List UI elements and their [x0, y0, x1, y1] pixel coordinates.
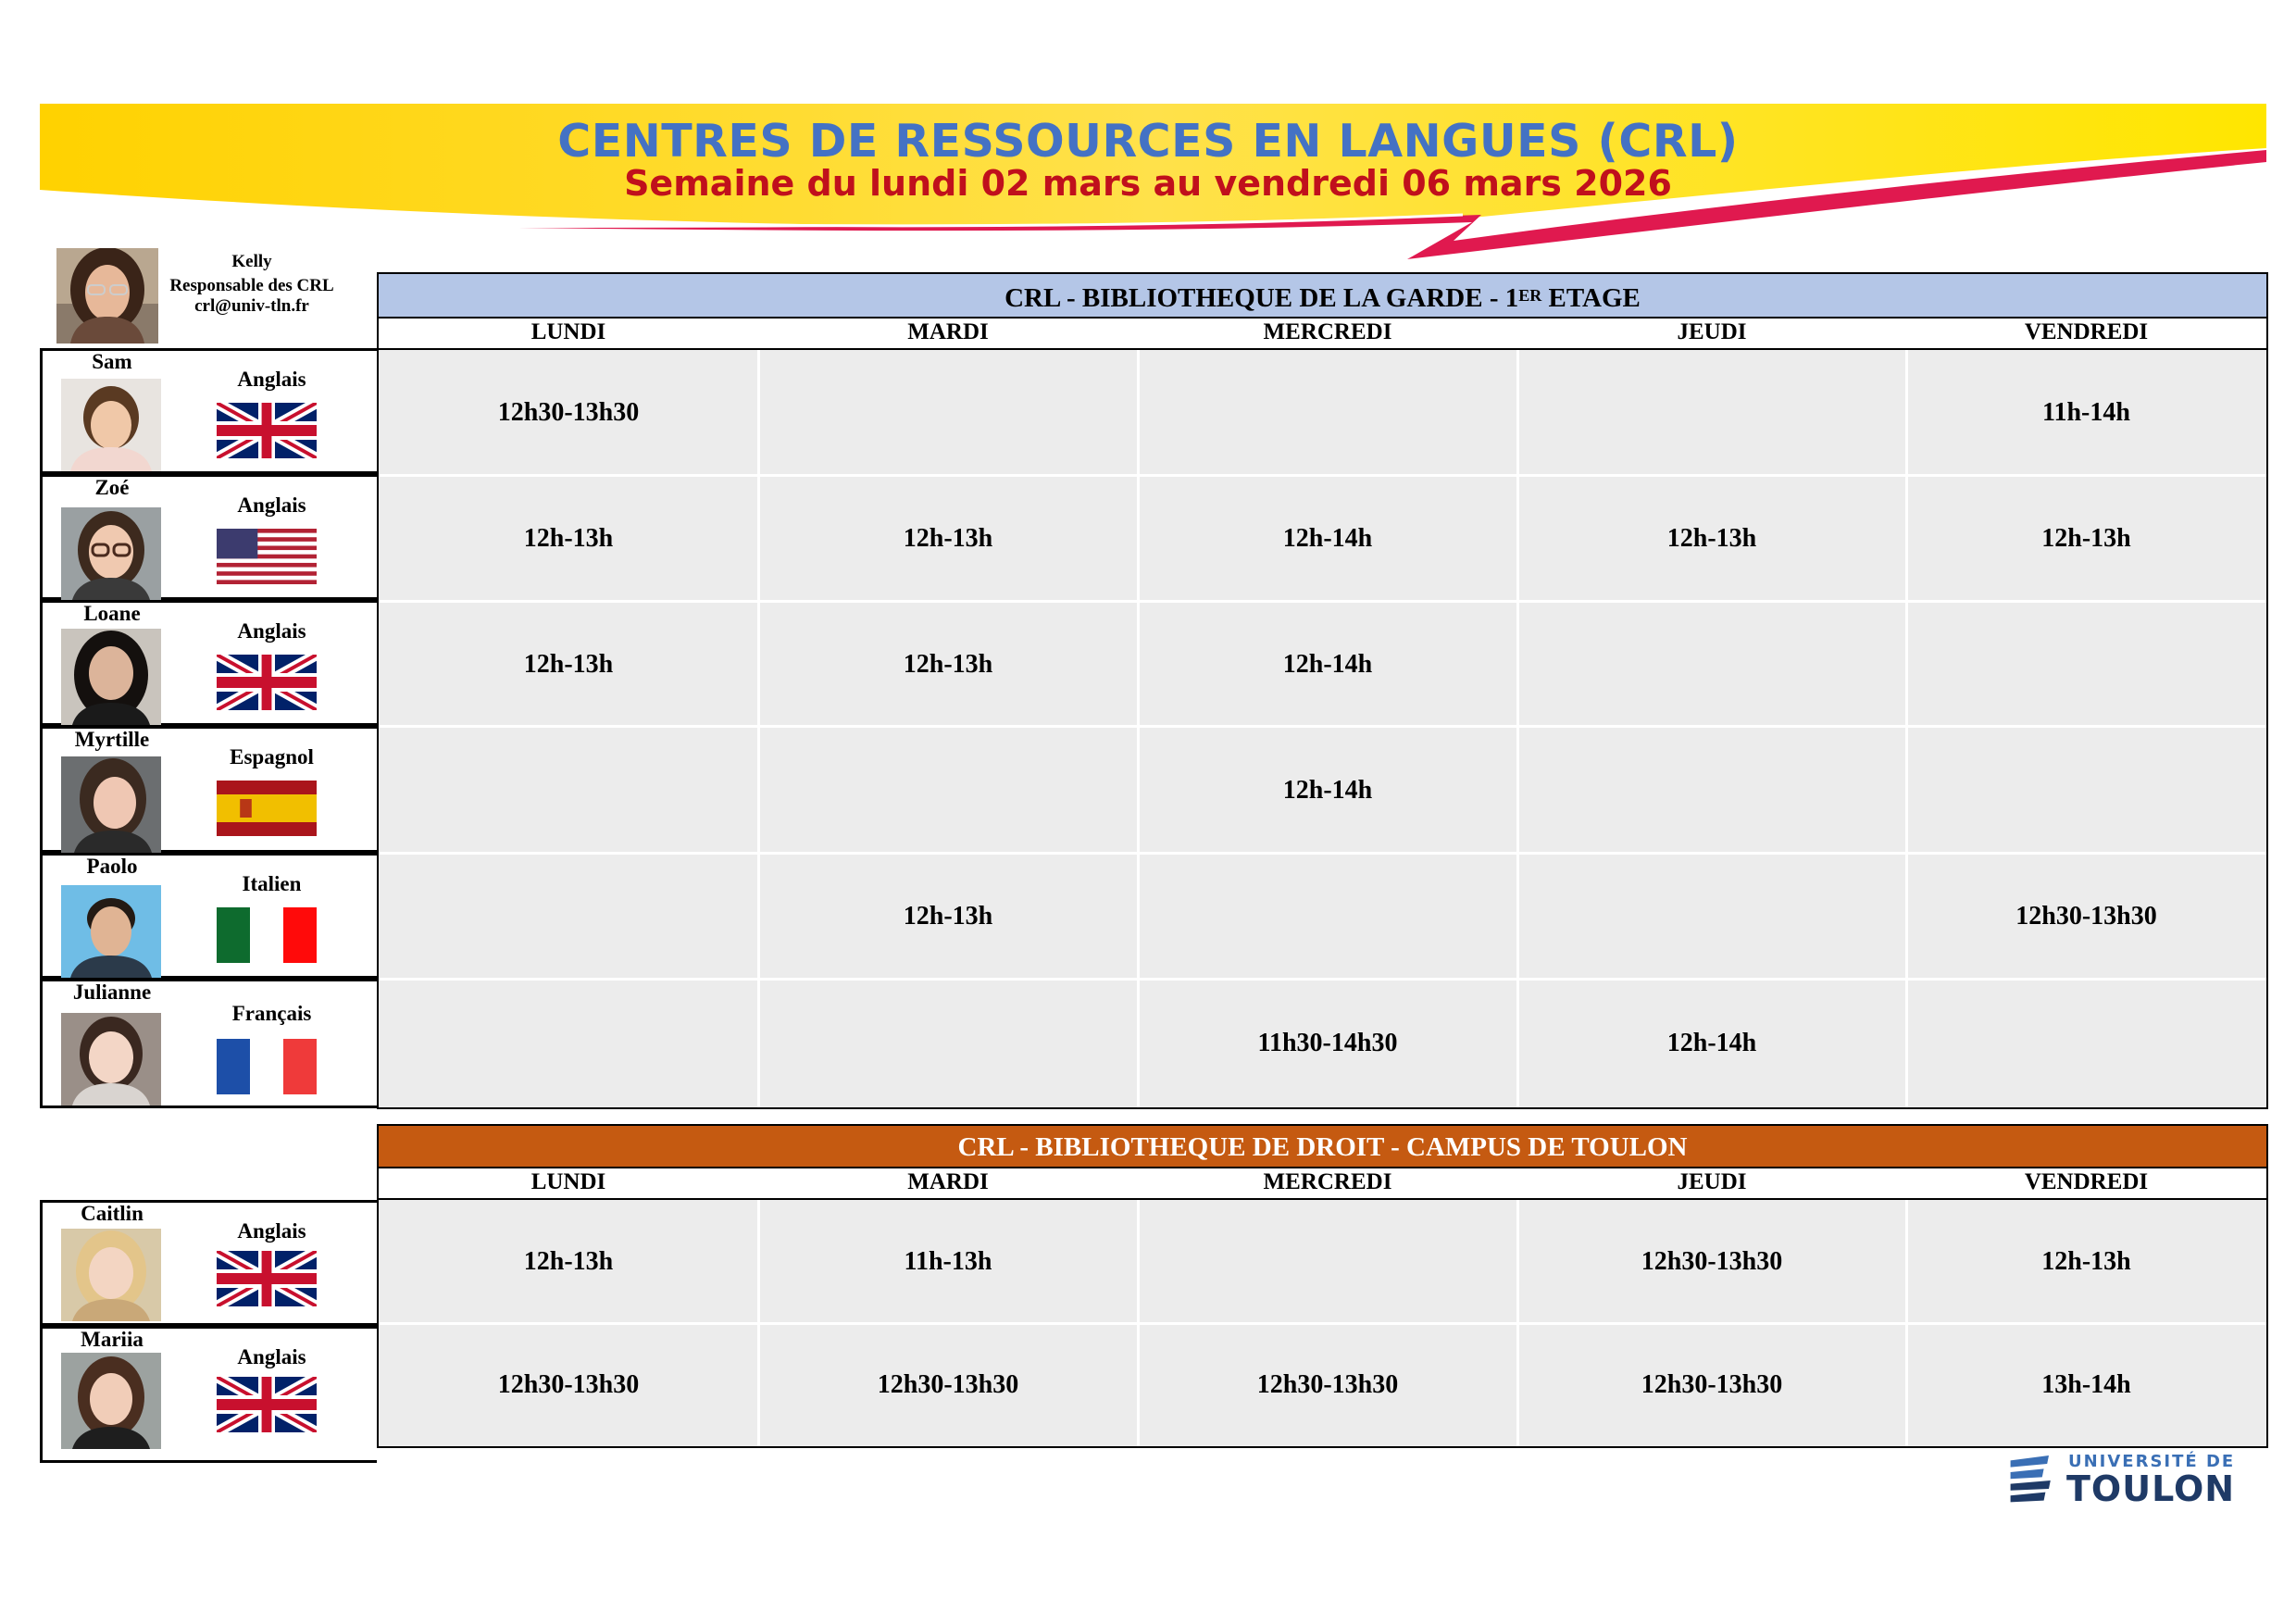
manager-email[interactable]: crl@univ-tln.fr — [194, 296, 309, 316]
slot-caitlin-mardi: 11h-13h — [904, 1247, 992, 1276]
day-lundi: LUNDI — [530, 1169, 606, 1194]
day-mercredi: MERCREDI — [1263, 1169, 1392, 1194]
tutor-name: Paolo — [86, 855, 138, 878]
tutor-language: Espagnol — [230, 745, 314, 768]
slots-grid — [377, 1198, 2268, 1448]
day-mardi: MARDI — [907, 319, 989, 344]
tutor-language: Français — [231, 1002, 312, 1025]
slot-zoe-mercredi: 12h-14h — [1282, 524, 1373, 553]
tutor-name: Mariia — [81, 1328, 144, 1351]
slot-loane-mercredi: 12h-14h — [1282, 649, 1373, 679]
week-subtitle: Semaine du lundi 02 mars au vendredi 06 mars 2026 — [624, 163, 1672, 204]
day-lundi: LUNDI — [530, 319, 606, 344]
manager-role: Responsable des CRL — [169, 276, 334, 295]
italy-flag-icon — [217, 907, 317, 963]
slot-zoe-jeudi: 12h-13h — [1666, 524, 1757, 553]
spain-flag-icon — [217, 781, 317, 836]
tutor-name: Julianne — [72, 981, 152, 1004]
slot-julianne-jeudi: 12h-14h — [1666, 1029, 1757, 1057]
slot-julianne-lundi — [379, 980, 758, 1107]
slot-loane-jeudi — [1517, 602, 1906, 727]
slot-myrtille-vendredi — [1906, 727, 2266, 854]
manager-avatar — [56, 248, 158, 344]
day-vendredi: VENDREDI — [2024, 1169, 2149, 1194]
slot-mariia-mardi: 12h30-13h30 — [877, 1370, 1019, 1399]
slot-paolo-mardi: 12h-13h — [903, 902, 993, 931]
slot-mariia-mercredi: 12h30-13h30 — [1256, 1370, 1399, 1399]
day-mercredi: MERCREDI — [1263, 319, 1392, 344]
tutor-name: Zoé — [94, 476, 130, 499]
day-jeudi: JEUDI — [1677, 1169, 1747, 1194]
france-flag-icon — [217, 1039, 317, 1094]
tutor-name: Sam — [92, 350, 132, 373]
tutor-avatar — [61, 885, 161, 978]
tutor-name: Myrtille — [74, 728, 150, 751]
slot-caitlin-vendredi: 12h-13h — [2041, 1247, 2131, 1276]
logo-text-top: UNIVERSITÉ DE — [2068, 1452, 2236, 1471]
tutor-language: Anglais — [237, 619, 306, 643]
slot-zoe-lundi: 12h-13h — [523, 524, 614, 553]
tutor-language: Anglais — [237, 1219, 306, 1243]
day-mardi: MARDI — [907, 1169, 989, 1194]
slot-loane-lundi: 12h-13h — [523, 649, 614, 679]
tutor-card-sam — [40, 348, 377, 474]
slot-loane-vendredi — [1906, 602, 2266, 727]
slot-sam-vendredi: 11h-14h — [2042, 398, 2130, 427]
uk-flag-icon — [217, 1251, 317, 1306]
day-jeudi: JEUDI — [1677, 319, 1747, 344]
tutor-avatar — [61, 379, 161, 471]
slot-mariia-lundi: 12h30-13h30 — [497, 1370, 640, 1399]
tutor-avatar — [61, 756, 161, 853]
table-title: CRL - BIBLIOTHEQUE DE LA GARDE - 1ER ETAGE — [377, 272, 2268, 319]
tutor-card-julianne — [40, 979, 377, 1108]
manager-name: Kelly — [231, 252, 272, 271]
slot-mariia-jeudi: 12h30-13h30 — [1641, 1370, 1783, 1399]
tutor-language: Anglais — [237, 493, 306, 517]
tutor-card-mariia — [40, 1326, 377, 1463]
manager-info — [159, 250, 344, 319]
slot-paolo-jeudi — [1517, 854, 1906, 980]
slot-myrtille-mardi — [758, 727, 1138, 854]
slot-paolo-lundi — [379, 854, 758, 980]
tutor-avatar — [61, 1013, 161, 1106]
tutor-card-paolo — [40, 853, 377, 979]
logo-text-main: TOULON — [2066, 1468, 2236, 1509]
slot-sam-lundi: 12h30-13h30 — [497, 398, 640, 427]
tutor-card-caitlin — [40, 1200, 377, 1326]
page-title: CENTRES DE RESSOURCES EN LANGUES (CRL) — [557, 115, 1739, 168]
day-vendredi: VENDREDI — [2024, 319, 2149, 344]
slot-myrtille-mercredi: 12h-14h — [1282, 775, 1373, 805]
slot-zoe-vendredi: 12h-13h — [2041, 524, 2131, 553]
slot-sam-mercredi — [1138, 350, 1517, 476]
slot-sam-mardi — [758, 350, 1138, 476]
day-header-row — [377, 317, 2268, 350]
tutor-language: Anglais — [237, 368, 306, 391]
slot-julianne-mardi — [758, 980, 1138, 1107]
tutor-language: Anglais — [237, 1345, 306, 1368]
tutor-avatar — [61, 1229, 161, 1321]
slot-caitlin-lundi: 12h-13h — [523, 1247, 614, 1276]
tutor-name: Caitlin — [81, 1202, 144, 1225]
slot-paolo-vendredi: 12h30-13h30 — [2015, 902, 2157, 931]
tutor-avatar — [61, 629, 161, 725]
slot-caitlin-mercredi — [1138, 1200, 1517, 1324]
slot-sam-jeudi — [1517, 350, 1906, 476]
uk-flag-icon — [217, 655, 317, 710]
uk-flag-icon — [217, 403, 317, 458]
slot-julianne-vendredi — [1906, 980, 2266, 1107]
logo-mark-icon — [2007, 1455, 2057, 1505]
uk-flag-icon — [217, 1377, 317, 1432]
tutor-avatar — [61, 507, 161, 600]
tutor-avatar — [61, 1353, 161, 1449]
slot-myrtille-lundi — [379, 727, 758, 854]
tutor-name: Loane — [83, 602, 141, 625]
tutor-card-loane — [40, 600, 377, 726]
day-header-row — [377, 1167, 2268, 1200]
slot-paolo-mercredi — [1138, 854, 1517, 980]
us-flag-icon — [217, 529, 317, 584]
tutor-language: Italien — [242, 872, 302, 895]
slot-mariia-vendredi: 13h-14h — [2041, 1370, 2131, 1399]
slot-loane-mardi: 12h-13h — [903, 649, 993, 679]
university-logo — [2007, 1452, 2239, 1517]
slot-myrtille-jeudi — [1517, 727, 1906, 854]
tutor-card-myrtille — [40, 726, 377, 853]
table-title: CRL - BIBLIOTHEQUE DE DROIT - CAMPUS DE TOULON — [377, 1124, 2268, 1168]
slot-zoe-mardi: 12h-13h — [903, 524, 993, 553]
slot-caitlin-jeudi: 12h30-13h30 — [1641, 1247, 1783, 1276]
slot-julianne-mercredi: 11h30-14h30 — [1257, 1029, 1398, 1057]
slots-grid — [377, 348, 2268, 1109]
tutor-card-zoe — [40, 474, 377, 600]
